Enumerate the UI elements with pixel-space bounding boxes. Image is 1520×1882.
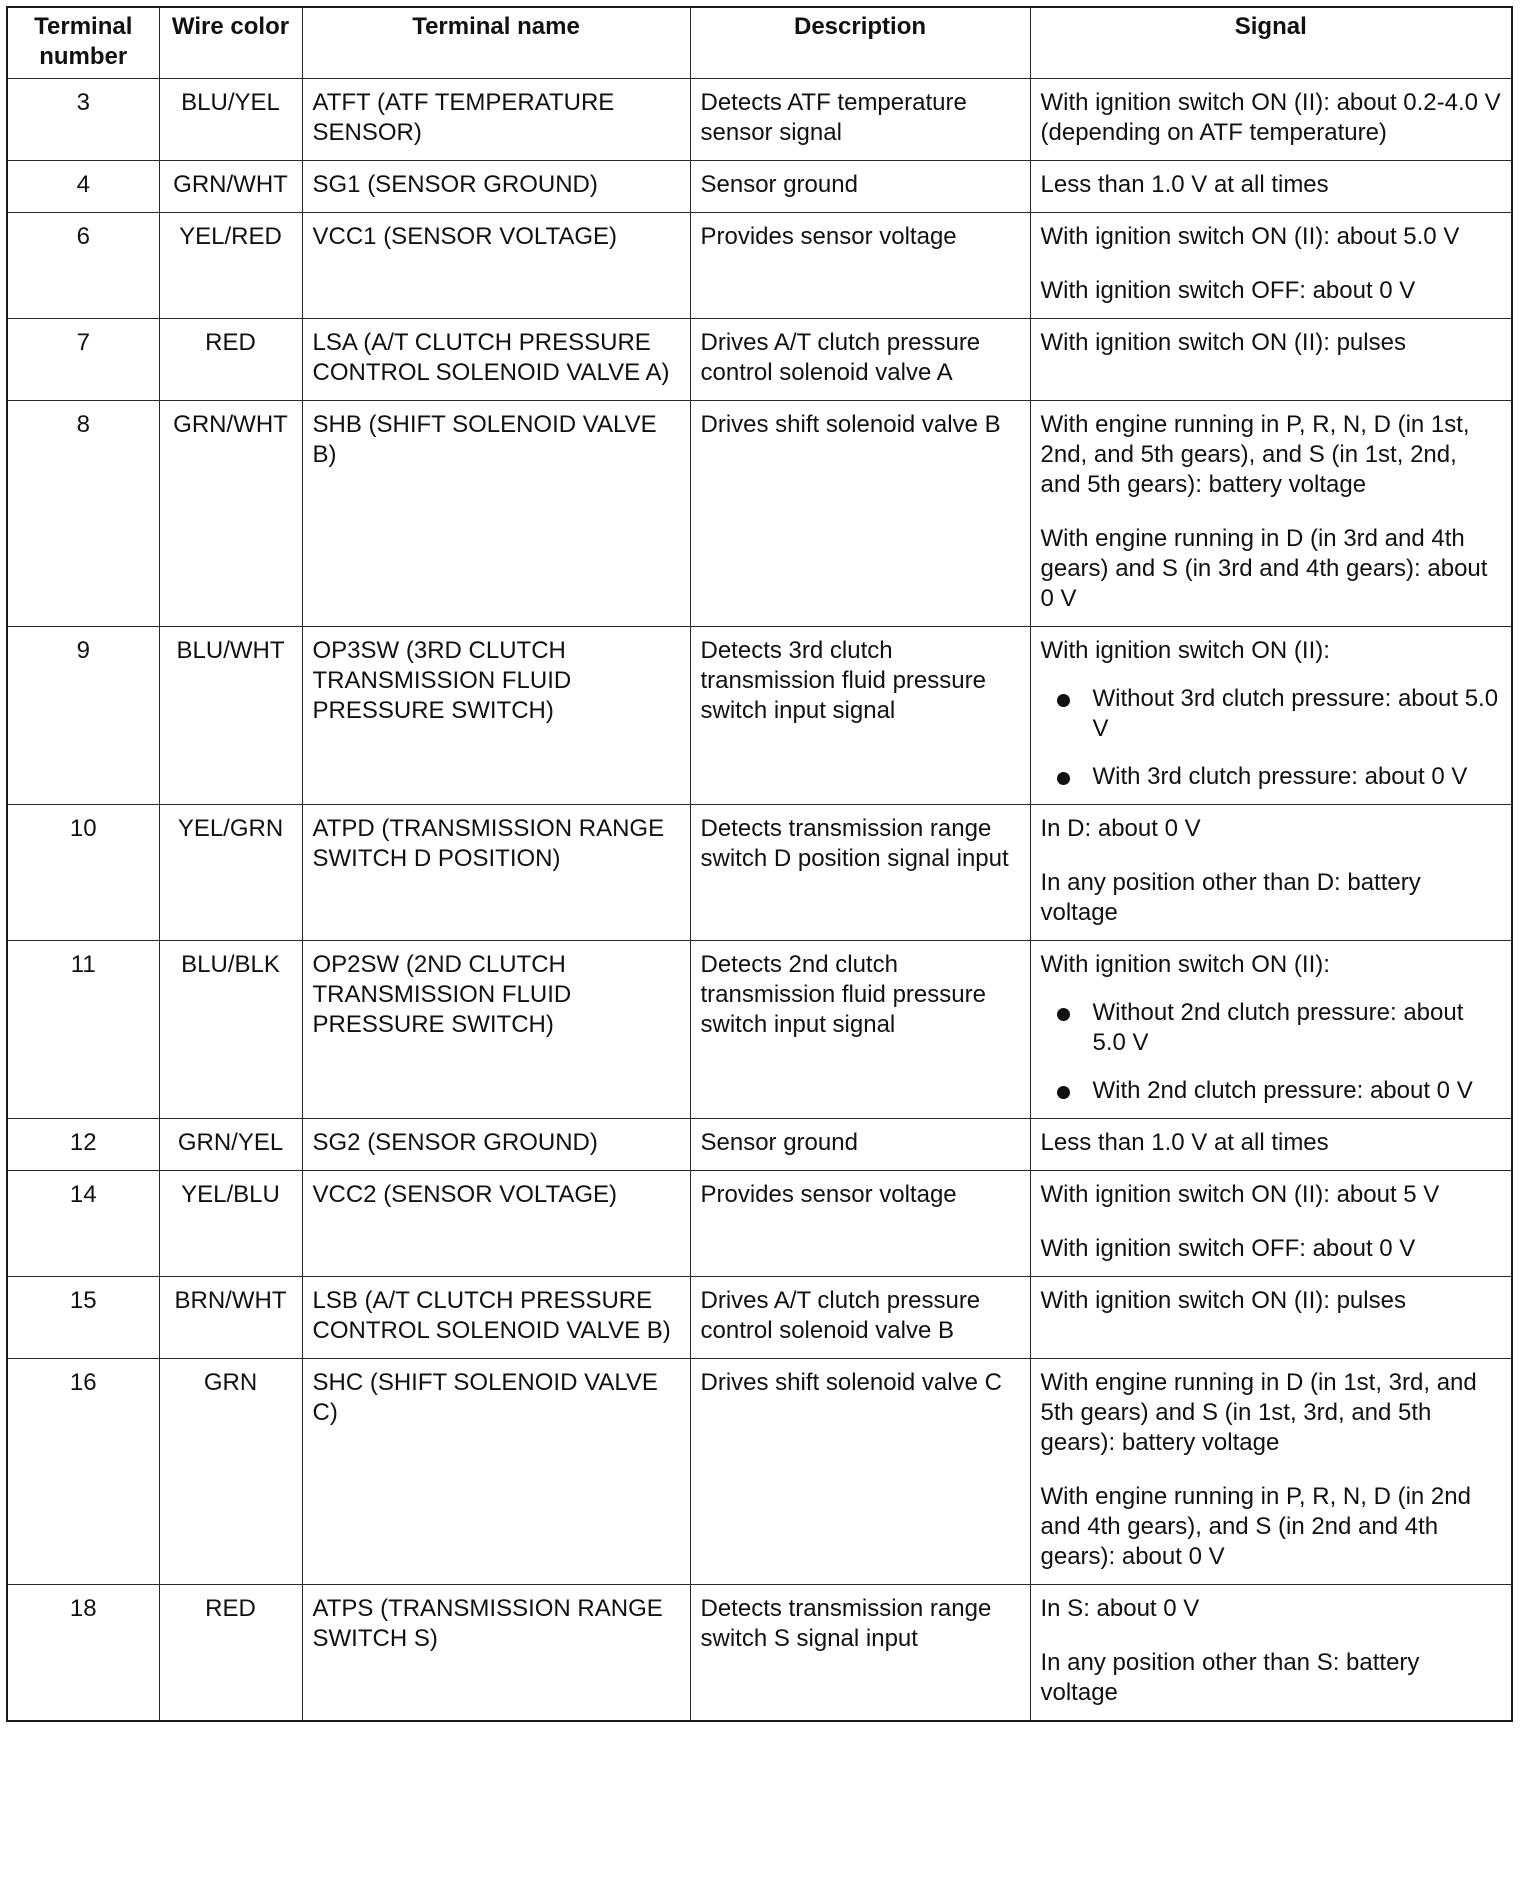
signal-bullet-text: Without 2nd clutch pressure: about 5.0 V bbox=[1092, 999, 1464, 1056]
signal-cell bbox=[1030, 319, 1512, 401]
terminal-number-cell: 18 bbox=[7, 1585, 159, 1722]
wire-color-cell: BRN/WHT bbox=[159, 1277, 302, 1359]
description-cell: Detects 3rd clutch transmission fluid pressure switch input signal bbox=[690, 627, 1030, 805]
signal-cell bbox=[1030, 161, 1512, 213]
description-cell: Detects transmission range switch D position signal input bbox=[690, 805, 1030, 941]
terminal-number-cell: 10 bbox=[7, 805, 159, 941]
bullet-icon bbox=[1057, 772, 1070, 785]
header-wire-color: Wire color bbox=[159, 7, 302, 79]
wire-color-cell: GRN/YEL bbox=[159, 1119, 302, 1171]
description-cell: Detects ATF temperature sensor signal bbox=[690, 79, 1030, 161]
terminal-number-cell: 6 bbox=[7, 213, 159, 319]
signal-text: With ignition switch OFF: about 0 V bbox=[1040, 277, 1416, 304]
signal-text: With ignition switch ON (II): bbox=[1040, 951, 1330, 978]
signal-cell bbox=[1030, 79, 1512, 161]
signal-text: In D: about 0 V bbox=[1040, 815, 1201, 842]
header-description: Description bbox=[690, 7, 1030, 79]
signal-text: With engine running in P, R, N, D (in 1st, 2nd, and 5th gears), and S (in 1st, 2nd, and 5th gears): battery voltage bbox=[1040, 411, 1470, 498]
terminal-number-cell: 16 bbox=[7, 1359, 159, 1585]
signal-bullet-text: Without 3rd clutch pressure: about 5.0 V bbox=[1092, 685, 1499, 742]
table-row bbox=[7, 1277, 1512, 1359]
terminal-name-cell: SG2 (SENSOR GROUND) bbox=[302, 1119, 690, 1171]
wire-color-cell: GRN/WHT bbox=[159, 401, 302, 627]
description-cell: Provides sensor voltage bbox=[690, 1171, 1030, 1277]
signal-cell bbox=[1030, 213, 1512, 319]
terminal-number-cell: 3 bbox=[7, 79, 159, 161]
signal-text: With ignition switch ON (II): pulses bbox=[1040, 1287, 1406, 1314]
bullet-icon bbox=[1057, 1008, 1070, 1021]
description-cell: Sensor ground bbox=[690, 1119, 1030, 1171]
wire-color-cell: BLU/WHT bbox=[159, 627, 302, 805]
signal-text: With ignition switch ON (II): pulses bbox=[1040, 329, 1406, 356]
terminal-number-cell: 14 bbox=[7, 1171, 159, 1277]
signal-bullet-item bbox=[1055, 684, 1502, 744]
signal-cell bbox=[1030, 1171, 1512, 1277]
signal-text: With ignition switch ON (II): about 5 V bbox=[1040, 1181, 1440, 1208]
table-row bbox=[7, 805, 1512, 941]
signal-cell bbox=[1030, 941, 1512, 1119]
wire-color-cell: BLU/YEL bbox=[159, 79, 302, 161]
bullet-icon bbox=[1057, 1086, 1070, 1099]
table-row bbox=[7, 213, 1512, 319]
terminal-number-cell: 12 bbox=[7, 1119, 159, 1171]
terminal-number-cell: 8 bbox=[7, 401, 159, 627]
terminal-name-cell: LSB (A/T CLUTCH PRESSURE CONTROL SOLENOID VALVE B) bbox=[302, 1277, 690, 1359]
table-row bbox=[7, 1119, 1512, 1171]
signal-text: In any position other than D: battery voltage bbox=[1040, 869, 1421, 926]
description-cell: Drives shift solenoid valve C bbox=[690, 1359, 1030, 1585]
signal-text: With engine running in D (in 3rd and 4th gears) and S (in 3rd and 4th gears): about 0 V bbox=[1040, 525, 1488, 612]
terminal-name-cell: ATPD (TRANSMISSION RANGE SWITCH D POSITION) bbox=[302, 805, 690, 941]
signal-cell bbox=[1030, 1119, 1512, 1171]
signal-text: With ignition switch OFF: about 0 V bbox=[1040, 1235, 1416, 1262]
terminal-name-cell: SHC (SHIFT SOLENOID VALVE C) bbox=[302, 1359, 690, 1585]
signal-text: With ignition switch ON (II): bbox=[1040, 637, 1330, 664]
table-row bbox=[7, 1171, 1512, 1277]
terminal-number-cell: 7 bbox=[7, 319, 159, 401]
signal-cell bbox=[1030, 401, 1512, 627]
wire-color-cell: RED bbox=[159, 319, 302, 401]
signal-text: With engine running in D (in 1st, 3rd, and 5th gears) and S (in 1st, 3rd, and 5th gears): battery voltage bbox=[1040, 1369, 1477, 1456]
header-signal: Signal bbox=[1030, 7, 1512, 79]
terminal-number-cell: 11 bbox=[7, 941, 159, 1119]
wire-color-cell: GRN bbox=[159, 1359, 302, 1585]
terminal-name-cell: VCC1 (SENSOR VOLTAGE) bbox=[302, 213, 690, 319]
wire-color-cell: YEL/RED bbox=[159, 213, 302, 319]
wire-color-cell: BLU/BLK bbox=[159, 941, 302, 1119]
signal-bullet-item bbox=[1055, 1076, 1502, 1106]
signal-bullet-item bbox=[1055, 762, 1502, 792]
signal-text: With ignition switch ON (II): about 5.0 V bbox=[1040, 223, 1460, 250]
signal-text: Less than 1.0 V at all times bbox=[1040, 1129, 1329, 1156]
terminal-name-cell: SHB (SHIFT SOLENOID VALVE B) bbox=[302, 401, 690, 627]
wire-color-cell: YEL/BLU bbox=[159, 1171, 302, 1277]
wire-color-cell: YEL/GRN bbox=[159, 805, 302, 941]
terminal-name-cell: SG1 (SENSOR GROUND) bbox=[302, 161, 690, 213]
signal-cell bbox=[1030, 1359, 1512, 1585]
signal-bullet-list bbox=[1041, 684, 1502, 792]
table-row bbox=[7, 1359, 1512, 1585]
description-cell: Sensor ground bbox=[690, 161, 1030, 213]
terminal-name-cell: OP3SW (3RD CLUTCH TRANSMISSION FLUID PRESSURE SWITCH) bbox=[302, 627, 690, 805]
description-cell: Drives A/T clutch pressure control solenoid valve A bbox=[690, 319, 1030, 401]
terminal-name-cell: ATFT (ATF TEMPERATURE SENSOR) bbox=[302, 79, 690, 161]
signal-cell bbox=[1030, 627, 1512, 805]
signal-cell bbox=[1030, 1277, 1512, 1359]
wire-color-cell: GRN/WHT bbox=[159, 161, 302, 213]
terminal-name-cell: ATPS (TRANSMISSION RANGE SWITCH S) bbox=[302, 1585, 690, 1722]
table-header-row bbox=[7, 7, 1512, 79]
terminal-name-cell: VCC2 (SENSOR VOLTAGE) bbox=[302, 1171, 690, 1277]
signal-bullet-text: With 3rd clutch pressure: about 0 V bbox=[1092, 763, 1468, 790]
table-row bbox=[7, 941, 1512, 1119]
table-row bbox=[7, 79, 1512, 161]
description-cell: Provides sensor voltage bbox=[690, 213, 1030, 319]
signal-text: With engine running in P, R, N, D (in 2nd and 4th gears), and S (in 2nd and 4th gears): about 0 V bbox=[1040, 1483, 1471, 1570]
signal-cell bbox=[1030, 805, 1512, 941]
table-row bbox=[7, 319, 1512, 401]
signal-text: With ignition switch ON (II): about 0.2-4.0 V (depending on ATF temperature) bbox=[1040, 89, 1501, 146]
terminal-name-cell: OP2SW (2ND CLUTCH TRANSMISSION FLUID PRESSURE SWITCH) bbox=[302, 941, 690, 1119]
signal-bullet-item bbox=[1055, 998, 1502, 1058]
header-terminal-number: Terminal number bbox=[7, 7, 159, 79]
description-cell: Drives shift solenoid valve B bbox=[690, 401, 1030, 627]
terminal-table bbox=[6, 6, 1513, 1722]
signal-text: In S: about 0 V bbox=[1040, 1595, 1200, 1622]
table-row bbox=[7, 1585, 1512, 1722]
signal-text: In any position other than S: battery voltage bbox=[1040, 1649, 1420, 1706]
table-row bbox=[7, 401, 1512, 627]
signal-text: Less than 1.0 V at all times bbox=[1040, 171, 1329, 198]
table-row bbox=[7, 627, 1512, 805]
signal-bullet-list bbox=[1041, 998, 1502, 1106]
description-cell: Drives A/T clutch pressure control solenoid valve B bbox=[690, 1277, 1030, 1359]
terminal-name-cell: LSA (A/T CLUTCH PRESSURE CONTROL SOLENOID VALVE A) bbox=[302, 319, 690, 401]
bullet-icon bbox=[1057, 694, 1070, 707]
terminal-number-cell: 4 bbox=[7, 161, 159, 213]
terminal-number-cell: 9 bbox=[7, 627, 159, 805]
wire-color-cell: RED bbox=[159, 1585, 302, 1722]
header-terminal-name: Terminal name bbox=[302, 7, 690, 79]
table-row bbox=[7, 161, 1512, 213]
terminal-number-cell: 15 bbox=[7, 1277, 159, 1359]
description-cell: Detects 2nd clutch transmission fluid pressure switch input signal bbox=[690, 941, 1030, 1119]
signal-cell bbox=[1030, 1585, 1512, 1722]
description-cell: Detects transmission range switch S signal input bbox=[690, 1585, 1030, 1722]
signal-bullet-text: With 2nd clutch pressure: about 0 V bbox=[1092, 1077, 1473, 1104]
